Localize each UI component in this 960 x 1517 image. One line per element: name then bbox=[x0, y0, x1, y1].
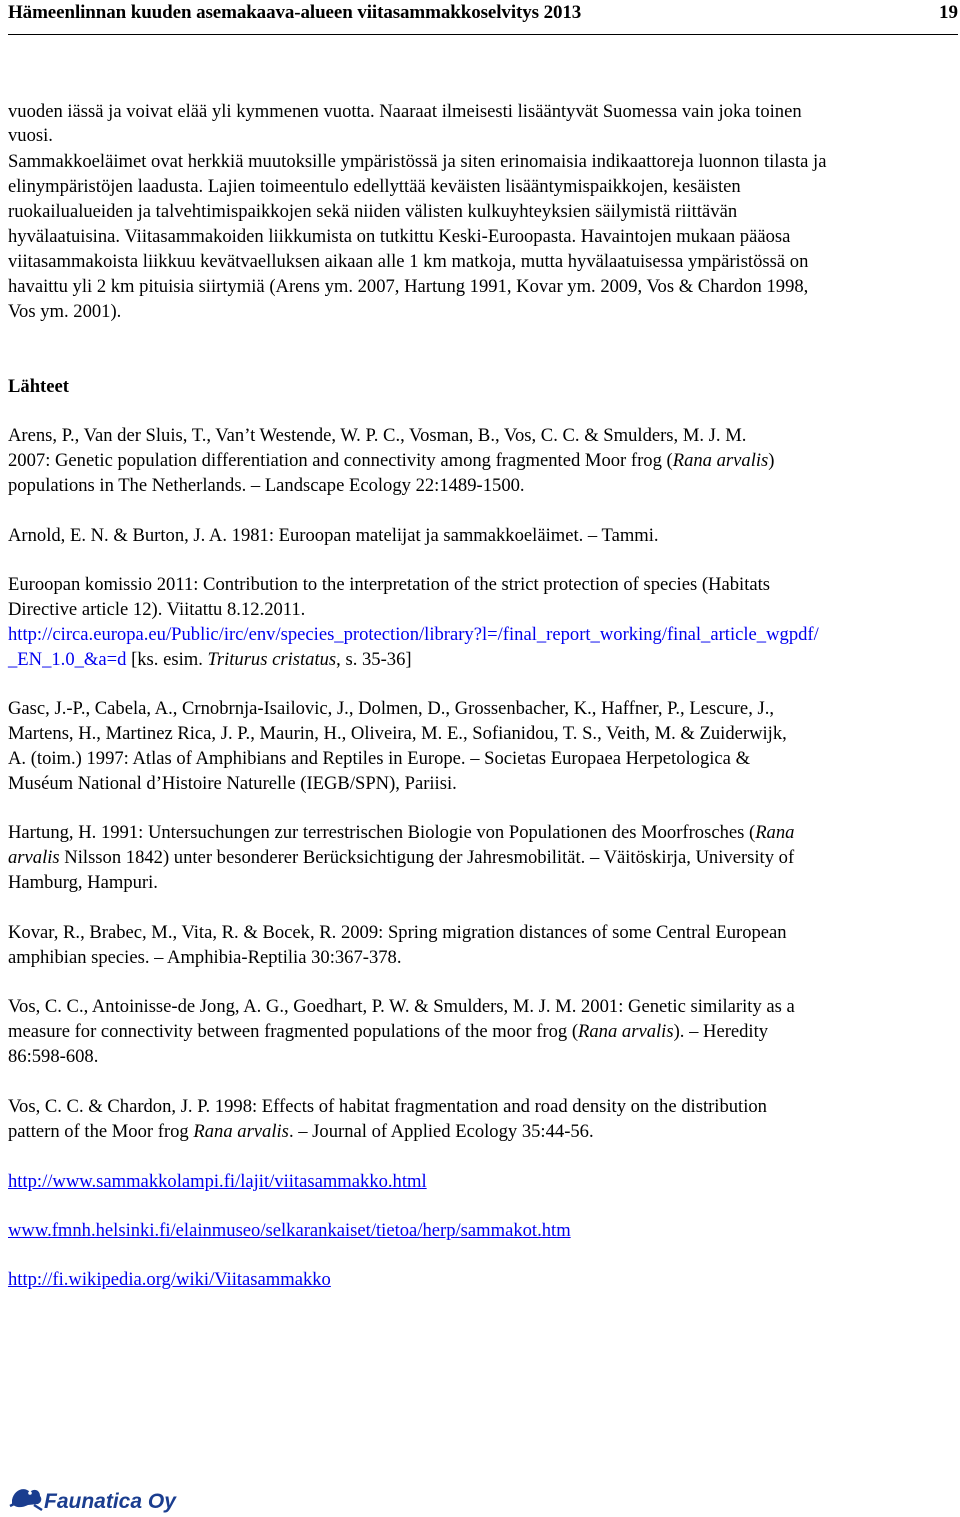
reference-line: Arens, P., Van der Sluis, T., Van’t Westende, W. P. C., Vosman, B., Vos, C. C. & Smulders, M. J. M. bbox=[8, 425, 747, 446]
body-line: elinympäristöjen laadusta. Lajien toimeentulo edellyttää keväisten lisääntymispaikkojen, kesäisten bbox=[8, 176, 741, 197]
body-line: vuosi. bbox=[8, 125, 53, 146]
web-link[interactable]: http://www.sammakkolampi.fi/lajit/viitasammakko.html bbox=[8, 1171, 427, 1192]
reference-line: Directive article 12). Viitattu 8.12.2011. bbox=[8, 599, 306, 620]
header-title: Hämeenlinnan kuuden asemakaava-alueen viitasammakkoselvitys 2013 bbox=[8, 2, 582, 23]
body-line: hyvälaatuisina. Viitasammakoiden liikkumista on tutkittu Keski-Euroopasta. Havaintojen mukaan pääosa bbox=[8, 226, 791, 247]
reference-url-link-cont[interactable]: _EN_1.0_&a=d bbox=[8, 649, 127, 670]
reference-line: Vos, C. C., Antoinisse-de Jong, A. G., Goedhart, P. W. & Smulders, M. J. M. 2001: Genetic similarity as a bbox=[8, 996, 795, 1017]
body-line: Vos ym. 2001). bbox=[8, 301, 122, 322]
reference-line: Kovar, R., Brabec, M., Vita, R. & Bocek, R. 2009: Spring migration distances of some Central European bbox=[8, 922, 787, 943]
page-header bbox=[8, 0, 958, 36]
body-line: viitasammakoista liikkuu kevätvaelluksen aikaan alle 1 km matkoja, mutta hyvälaatuisessa ympäristössä on bbox=[8, 251, 809, 272]
reference-line: A. (toim.) 1997: Atlas of Amphibians and Reptiles in Europe. – Societas Europaea Herpetologica & bbox=[8, 748, 751, 769]
reference-line: Muséum National d’Histoire Naturelle (IEGB/SPN), Pariisi. bbox=[8, 773, 457, 794]
body-line: Sammakkoeläimet ovat herkkiä muutoksille ympäristössä ja siten erinomaisia indikaattoreja luonnon tilasta ja bbox=[8, 151, 827, 172]
references-heading: Lähteet bbox=[8, 376, 69, 397]
reference-line: Vos, C. C. & Chardon, J. P. 1998: Effects of habitat fragmentation and road density on the distribution bbox=[8, 1096, 767, 1117]
reference-line: 86:598-608. bbox=[8, 1046, 99, 1067]
reference-line: _EN_1.0_&a=d [ks. esim. Triturus cristatus, s. 35-36] bbox=[8, 649, 412, 670]
reference-line: pattern of the Moor frog Rana arvalis. – Journal of Applied Ecology 35:44-56. bbox=[8, 1121, 594, 1142]
frog-icon bbox=[10, 1489, 42, 1510]
reference-line: populations in The Netherlands. – Landscape Ecology 22:1489-1500. bbox=[8, 475, 525, 496]
body-line: vuoden iässä ja voivat elää yli kymmenen vuotta. Naaraat ilmeisesti lisääntyvät Suomessa vain joka toinen bbox=[8, 101, 802, 122]
body-line: havaittu yli 2 km pituisia siirtymiä (Arens ym. 2007, Hartung 1991, Kovar ym. 2009, Vos & Chardon 1998, bbox=[8, 276, 809, 297]
page-number: 19 bbox=[939, 2, 958, 23]
header-rule bbox=[8, 34, 958, 35]
reference-line: Euroopan komissio 2011: Contribution to the interpretation of the strict protection of species (Habitats bbox=[8, 574, 771, 595]
reference-line: 2007: Genetic population differentiation and connectivity among fragmented Moor frog (Rana arvalis) bbox=[8, 450, 775, 471]
reference-line: Arnold, E. N. & Burton, J. A. 1981: Euroopan matelijat ja sammakkoeläimet. – Tammi. bbox=[8, 525, 659, 546]
reference-line: Hamburg, Hampuri. bbox=[8, 872, 158, 893]
reference-line: amphibian species. – Amphibia-Reptilia 30:367-378. bbox=[8, 947, 402, 968]
logo-text: Faunatica Oy bbox=[44, 1490, 176, 1513]
reference-line: arvalis Nilsson 1842) unter besonderer Berücksichtigung der Jahresmobilität. – Väitöskirja, University of bbox=[8, 847, 795, 868]
web-link[interactable]: www.fmnh.helsinki.fi/elainmuseo/selkarankaiset/tietoa/herp/sammakot.htm bbox=[8, 1220, 571, 1241]
reference-url-link[interactable]: http://circa.europa.eu/Public/irc/env/species_protection/library?l=/final_report_working/final_article_wgpdf/ bbox=[8, 624, 819, 645]
reference-line: Martens, H., Martinez Rica, J. P., Maurin, H., Oliveira, M. E., Sofianidou, T. S., Veith, M. & Zuiderwijk, bbox=[8, 723, 787, 744]
faunatica-logo bbox=[8, 1478, 208, 1514]
reference-line: measure for connectivity between fragmented populations of the moor frog (Rana arvalis). – Heredity bbox=[8, 1021, 769, 1042]
body-line: ruokailualueiden ja talvehtimispaikkojen sekä niiden välisten kulkuyhteyksien säilymistä riittävän bbox=[8, 201, 738, 222]
reference-line: Hartung, H. 1991: Untersuchungen zur terrestrischen Biologie von Populationen des Moorfrosches (Rana bbox=[8, 822, 795, 843]
reference-line: Gasc, J.-P., Cabela, A., Crnobrnja-Isailovic, J., Dolmen, D., Grossenbacher, K., Haffner, P., Lescure, J., bbox=[8, 698, 775, 719]
web-link[interactable]: http://fi.wikipedia.org/wiki/Viitasammakko bbox=[8, 1269, 331, 1290]
